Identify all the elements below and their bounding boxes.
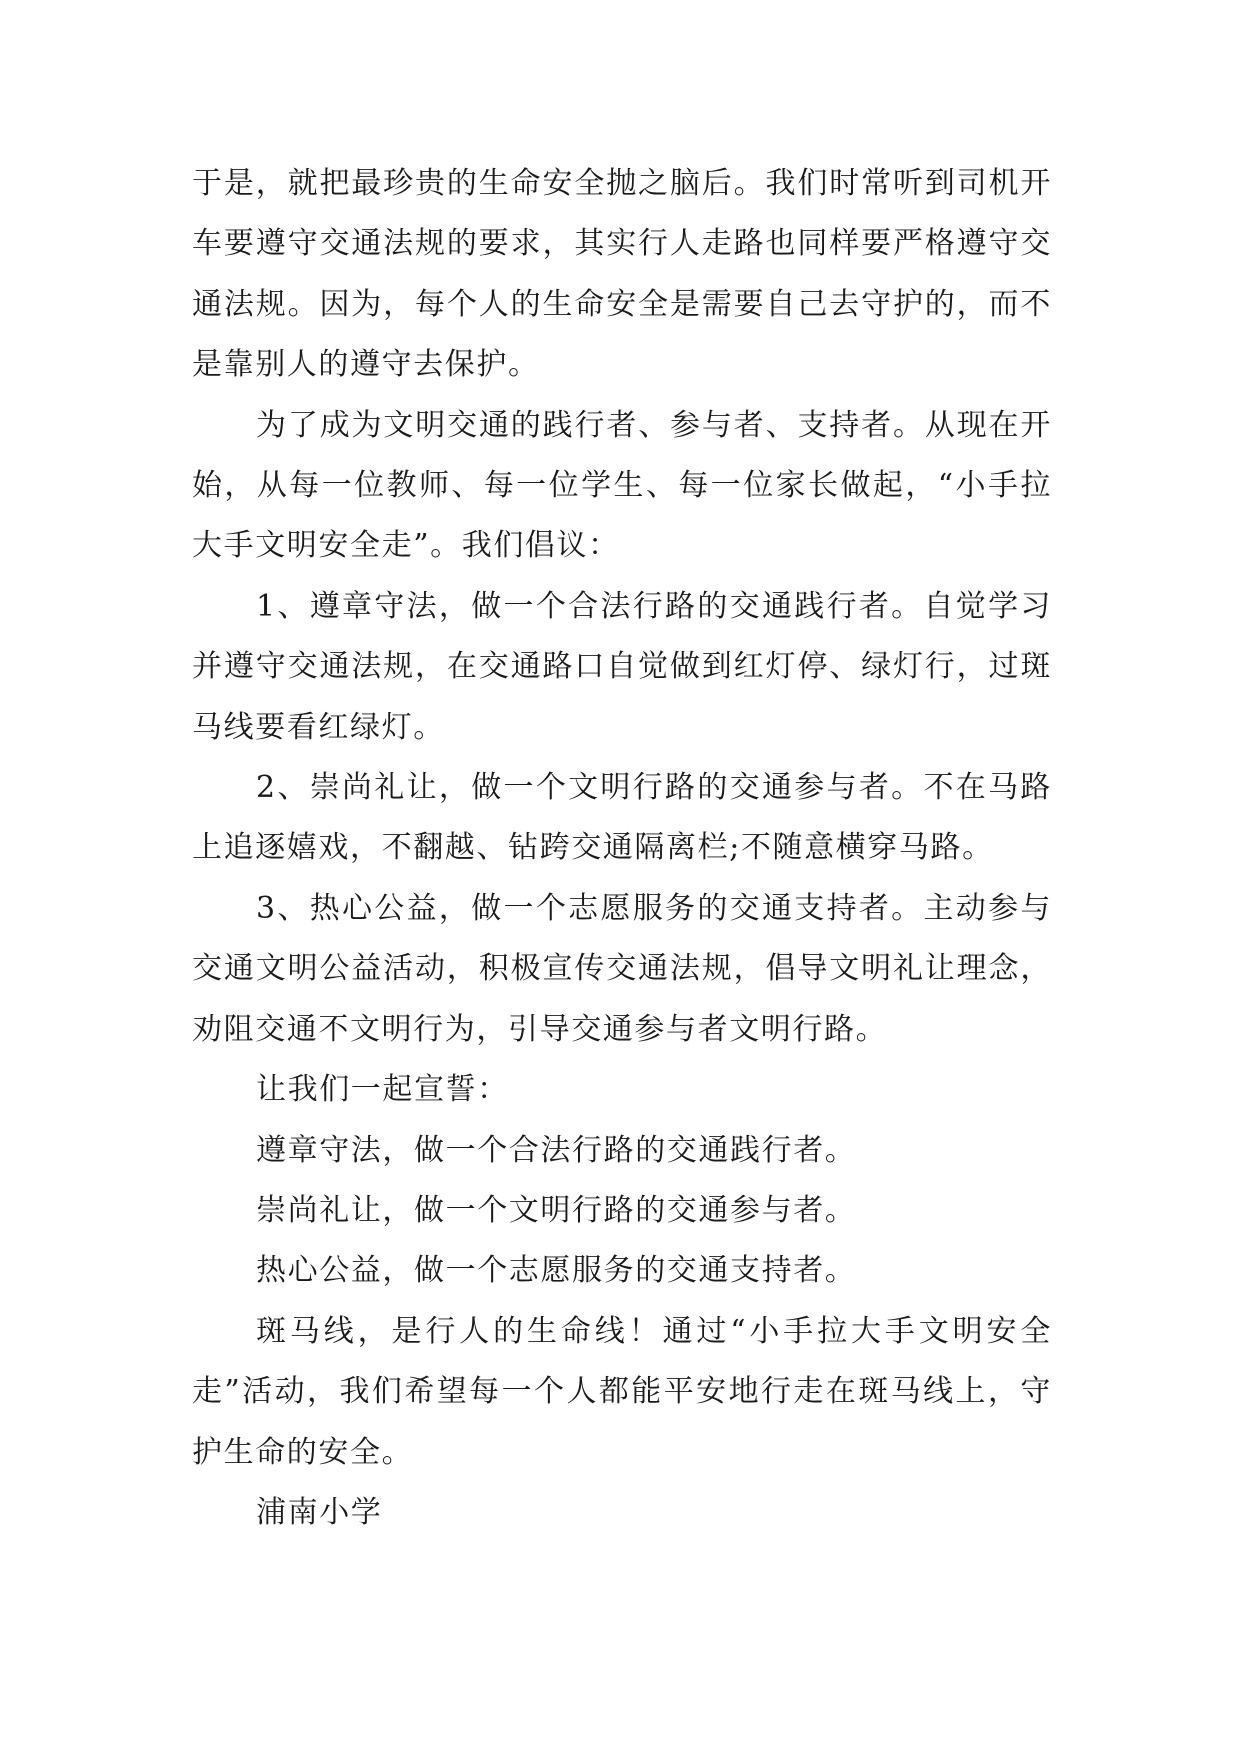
signature-school-name: 浦南小学 bbox=[256, 1494, 383, 1530]
paragraph-proposal-1: 1、遵章守法，做一个合法行路的交通践行者。自觉学习并遵守交通法规，在交通路口自觉做到红灯停、绿灯行，过斑马线要看红绿灯。 bbox=[192, 588, 1052, 745]
paragraph-oath-line-3: 热心公益，做一个志愿服务的交通支持者。 bbox=[256, 1253, 857, 1289]
paragraph-proposal-3: 3、热心公益，做一个志愿服务的交通支持者。主动参与交通文明公益活动，积极宣传交通法规，倡导文明礼让理念，劝阻交通不文明行为，引导交通参与者文明行路。 bbox=[192, 890, 1052, 1047]
paragraph-opening-continuation: 于是，就把最珍贵的生命安全抛之脑后。我们时常听到司机开车要遵守交通法规的要求，其实行人走路也同样要严格遵守交通法规。因为，每个人的生命安全是需要自己去守护的，而不是靠别人的遵守去保护。 bbox=[192, 166, 1052, 383]
paragraph-oath-intro: 让我们一起宣誓： bbox=[256, 1072, 509, 1108]
paragraph-closing: 斑马线，是行人的生命线！通过“小手拉大手文明安全走”活动，我们希望每一个人都能平安地行走在斑马线上，守护生命的安全。 bbox=[192, 1313, 1052, 1470]
paragraph-proposal-2: 2、崇尚礼让，做一个文明行路的交通参与者。不在马路上追逐嬉戏，不翻越、钻跨交通隔离栏;不随意横穿马路。 bbox=[192, 770, 1052, 866]
paragraph-oath-line-1: 遵章守法，做一个合法行路的交通践行者。 bbox=[256, 1132, 857, 1168]
paragraph-oath-line-2: 崇尚礼让，做一个文明行路的交通参与者。 bbox=[256, 1192, 857, 1228]
paragraph-initiative-intro: 为了成为文明交通的践行者、参与者、支持者。从现在开始，从每一位教师、每一位学生、每一位家长做起，“小手拉大手文明安全走”。我们倡议： bbox=[192, 407, 1052, 564]
document-body bbox=[192, 154, 1052, 1543]
